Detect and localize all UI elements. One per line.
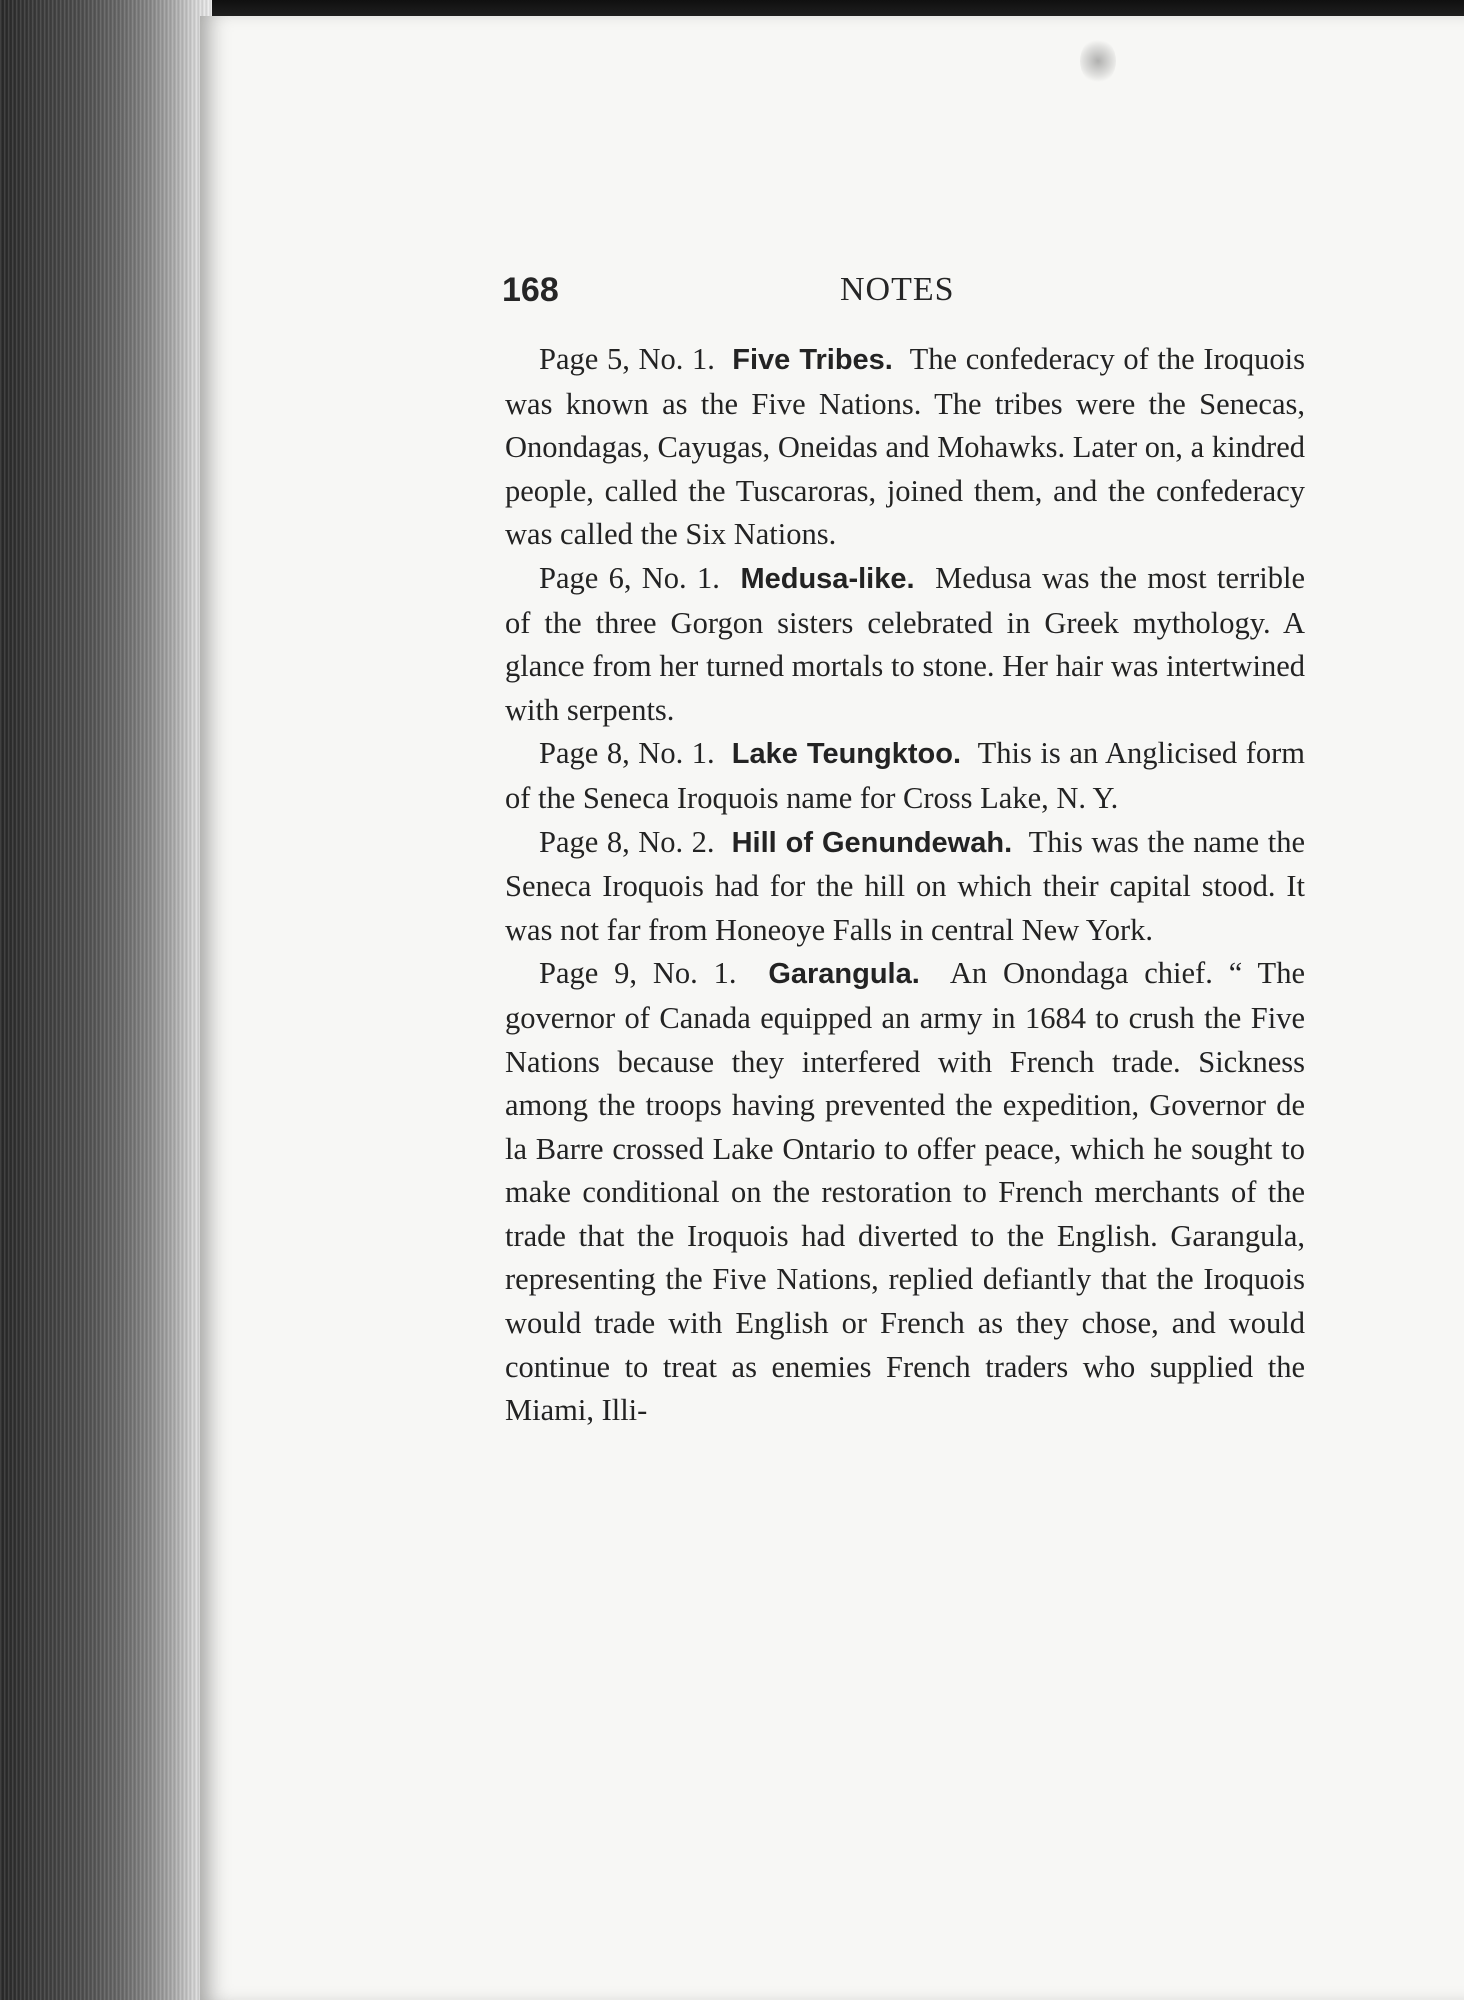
note-term: Lake Teungktoo. bbox=[731, 738, 962, 771]
note-text: The confederacy of the Iroquois was known as the Five Nations. The tribes were the Senecas, Onondagas, Cayugas, Oneidas and Mohawks. Later on, a kindred people, called the Tuscaroras, joined them, and the confederacy was called the Six Nations. bbox=[505, 342, 1305, 552]
note-term: Five Tribes. bbox=[732, 344, 893, 376]
note-term: Garangula. bbox=[768, 958, 920, 991]
note-reference: Page 9, No. 1. bbox=[539, 956, 737, 991]
note-term: Medusa-like. bbox=[740, 562, 915, 595]
note-text: An Onondaga chief. “ The governor of Canada equipped an army in 1684 to crush the Five Nations because they interfered with French trade. Sickness among the troops having prevented the expedition, Governor de la Barre crossed Lake Ontario to offer peace, which he sought to make conditional on the restoration to French merchants of the trade that the Iroquois had diverted to the English. Garangula, representing the Five Nations, replied defiantly that the Iroquois would trade with English or French as they chose, and would continue to treat as enemies French traders who supplied the Miami, Illi- bbox=[505, 956, 1305, 1428]
note-term: Hill of Genundewah. bbox=[731, 826, 1013, 859]
note-reference: Page 6, No. 1. bbox=[539, 560, 720, 595]
note-entry bbox=[505, 952, 1305, 1433]
note-reference: Page 8, No. 2. bbox=[539, 824, 715, 859]
page-header bbox=[502, 268, 1310, 312]
note-entry bbox=[505, 732, 1305, 820]
note-entry bbox=[505, 338, 1305, 557]
book-page-edges bbox=[0, 0, 212, 2000]
note-text: This is an Anglicised form of the Seneca Iroquois name for Cross Lake, N. Y. bbox=[505, 736, 1305, 815]
note-entry bbox=[505, 557, 1305, 732]
note-text: Medusa was the most terrible of the three Gorgon sisters celebrated in Greek mythology. A glance from her turned mortals to stone. Her hair was intertwined with serpents. bbox=[505, 560, 1305, 727]
note-entry bbox=[505, 821, 1305, 953]
running-head: NOTES bbox=[840, 271, 955, 308]
scan-smudge bbox=[1080, 38, 1116, 84]
note-reference: Page 8, No. 1. bbox=[539, 736, 715, 771]
notes-body bbox=[505, 338, 1305, 1433]
note-reference: Page 5, No. 1. bbox=[539, 342, 715, 376]
page-number: 168 bbox=[502, 271, 559, 309]
note-text: This was the name the Seneca Iroquois had for the hill on which their capital stood. It was not far from Honeoye Falls in central New York. bbox=[505, 824, 1305, 947]
